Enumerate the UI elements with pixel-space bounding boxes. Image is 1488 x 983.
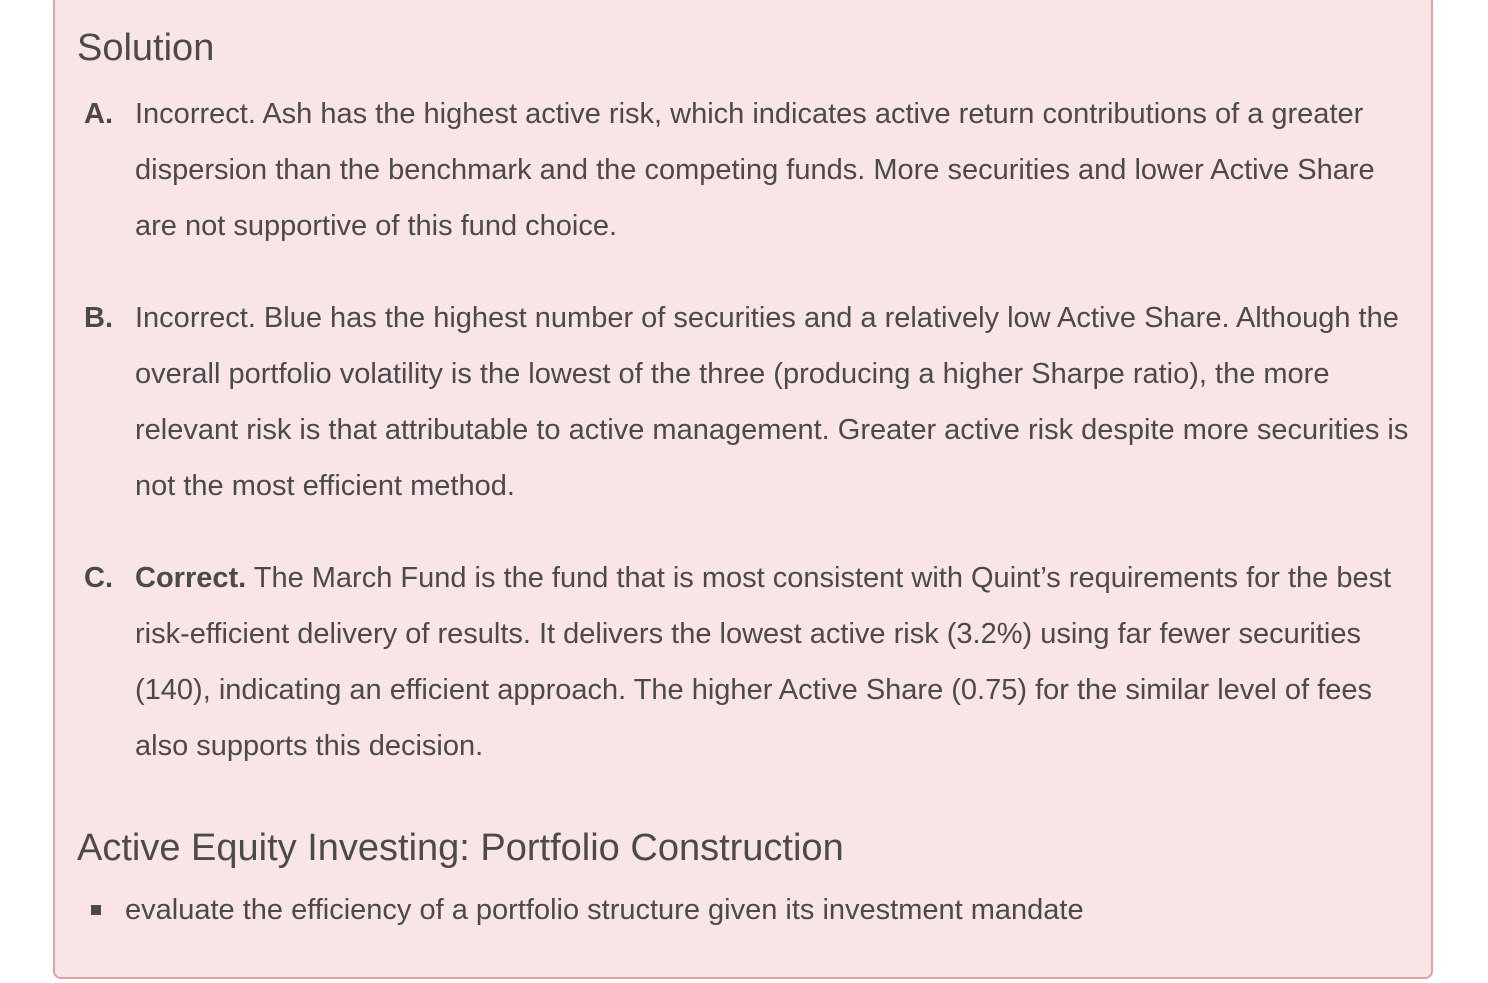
- option-c-explanation: [84, 550, 1413, 774]
- option-text: Incorrect. Blue has the highest number of securities and a relatively low Active Share. Although the overall portfolio volatility is the lowest of the three (producing a higher Sharpe ratio), the more relevant risk is that attributable to active management. Greater active risk despite more securities is not the most efficient method.: [135, 302, 1409, 502]
- solution-heading: Solution: [77, 27, 215, 69]
- option-letter: B.: [84, 302, 113, 334]
- option-letter: C.: [84, 562, 113, 594]
- topic-heading: Active Equity Investing: Portfolio Construction: [77, 827, 844, 869]
- option-text: The March Fund is the fund that is most consistent with Quint’s requirements for the best risk-efficient delivery of results. It delivers the lowest active risk (3.2%) using far fewer securities (140), indicating an efficient approach. The higher Active Share (0.75) for the similar level of fees also supports this decision.: [135, 562, 1392, 762]
- objective-text: evaluate the efficiency of a portfolio structure given its investment mandate: [125, 894, 1084, 926]
- list-item: [91, 882, 1084, 938]
- option-a-explanation: [84, 86, 1413, 254]
- option-b-explanation: [84, 290, 1413, 514]
- solution-panel: [53, 0, 1433, 979]
- square-bullet-icon: [91, 905, 101, 915]
- option-text: Incorrect. Ash has the highest active risk, which indicates active return contributions of a greater dispersion than the benchmark and the competing funds. More securities and lower Active Share are not supportive of this fund choice.: [135, 98, 1375, 242]
- learning-objectives-list: [91, 882, 1084, 938]
- correct-verdict: Correct.: [135, 562, 247, 594]
- option-letter: A.: [84, 98, 113, 130]
